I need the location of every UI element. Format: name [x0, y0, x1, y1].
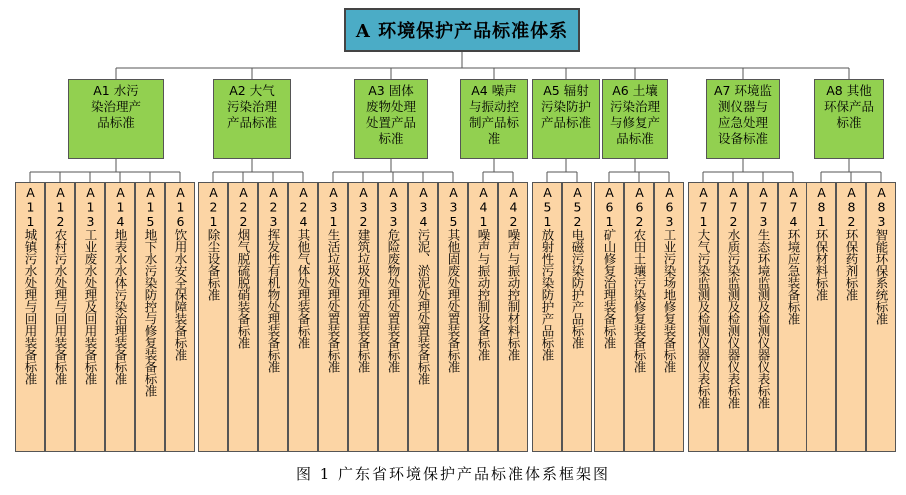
leaf-node	[594, 182, 624, 452]
category-node-a1	[68, 79, 164, 159]
leaf-node	[318, 182, 348, 452]
category-label: A2 大气 污染治理 产品标准	[226, 83, 277, 130]
leaf-label: A11城镇污水处理与回用装备标准	[23, 185, 38, 385]
leaf-label: A52电磁污染防护产品标准	[570, 185, 585, 349]
leaf-node	[562, 182, 592, 452]
leaf-node	[228, 182, 258, 452]
leaf-node	[288, 182, 318, 452]
category-node-a6	[602, 79, 668, 159]
category-label: A7 环境监 测仪器与 应急处理 设备标准	[714, 83, 772, 146]
category-label: A8 其他 环保产品 标准	[823, 83, 874, 130]
leaf-label: A82环保药剂标准	[844, 185, 859, 301]
category-label: A3 固体 废物处理 处置产品 标准	[365, 83, 416, 146]
leaf-node	[45, 182, 75, 452]
leaf-label: A74环境应急装备标准	[786, 185, 801, 325]
leaf-node	[75, 182, 105, 452]
leaf-node	[348, 182, 378, 452]
category-node-a5	[532, 79, 600, 159]
category-node-a8	[814, 79, 884, 159]
leaf-label: A23挥发性有机物处理装备标准	[266, 185, 281, 373]
leaf-node	[438, 182, 468, 452]
leaf-node	[778, 182, 808, 452]
leaf-label: A42噪声与振动控制材料标准	[506, 185, 521, 361]
category-node-a3	[354, 79, 428, 159]
leaf-label: A51放射性污染防护产品标准	[540, 185, 555, 361]
leaf-label: A24其他气体处理装备标准	[296, 185, 311, 349]
leaf-label: A62农田土壤污染修复装备标准	[632, 185, 647, 373]
leaf-node	[378, 182, 408, 452]
leaf-node	[408, 182, 438, 452]
leaf-label: A61矿山修复治理装备标准	[602, 185, 617, 349]
leaf-node	[198, 182, 228, 452]
leaf-label: A16饮用水安全保障装备标准	[173, 185, 188, 361]
leaf-node	[806, 182, 836, 452]
leaf-node	[654, 182, 684, 452]
leaf-node	[532, 182, 562, 452]
leaf-node	[165, 182, 195, 452]
leaf-label: A63工业污染场地修复装备标准	[662, 185, 677, 373]
leaf-node	[718, 182, 748, 452]
leaf-label: A13工业废水处理及回用装备标准	[83, 185, 98, 385]
leaf-node	[258, 182, 288, 452]
leaf-label: A12农村污水处理与回用装备标准	[53, 185, 68, 385]
category-label: A4 噪声 与振动控 制产品标 准	[468, 83, 519, 146]
leaf-label: A34污泥、淤泥处理处置装备标准	[416, 185, 431, 385]
leaf-label: A15地下水污染防控与修复装备标准	[143, 185, 158, 397]
category-node-a7	[706, 79, 780, 159]
category-label: A6 土壤 污染治理 与修复产 品标准	[609, 83, 660, 146]
leaf-node	[836, 182, 866, 452]
leaf-label: A71大气污染监测及检测仪器仪表标准	[696, 185, 711, 409]
root-title: A 环境保护产品标准体系	[355, 21, 569, 42]
leaf-label: A33危险废物处理处置装备标准	[386, 185, 401, 373]
category-label: A1 水污 染治理产 品标准	[90, 83, 141, 130]
leaf-node	[688, 182, 718, 452]
leaf-label: A32建筑垃圾处理处置装备标准	[356, 185, 371, 373]
category-node-a4	[460, 79, 528, 159]
leaf-node	[748, 182, 778, 452]
leaf-label: A72水质污染监测及检测仪器仪表标准	[726, 185, 741, 409]
leaf-node	[866, 182, 896, 452]
leaf-node	[105, 182, 135, 452]
leaf-node	[624, 182, 654, 452]
category-label: A5 辐射 污染防护 产品标准	[540, 83, 591, 130]
leaf-label: A81环保材料标准	[814, 185, 829, 301]
leaf-label: A21除尘设备标准	[206, 185, 221, 301]
leaf-label: A73生态环境监测及检测仪器仪表标准	[756, 185, 771, 409]
leaf-node	[135, 182, 165, 452]
leaf-label: A22烟气脱硫脱硝装备标准	[236, 185, 251, 349]
category-node-a2	[213, 79, 291, 159]
leaf-label: A83智能环保系统标准	[874, 185, 889, 325]
leaf-label: A35其他固废处理处置装备标准	[446, 185, 461, 373]
leaf-node	[15, 182, 45, 452]
figure-caption: 图 1 广东省环境保护产品标准体系框架图	[295, 465, 611, 483]
leaf-label: A31生活垃圾处理处置装备标准	[326, 185, 341, 373]
leaf-label: A14地表水水体污染治理装备标准	[113, 185, 128, 385]
leaf-node	[498, 182, 528, 452]
leaf-node	[468, 182, 498, 452]
leaf-label: A41噪声与振动控制设备标准	[476, 185, 491, 361]
